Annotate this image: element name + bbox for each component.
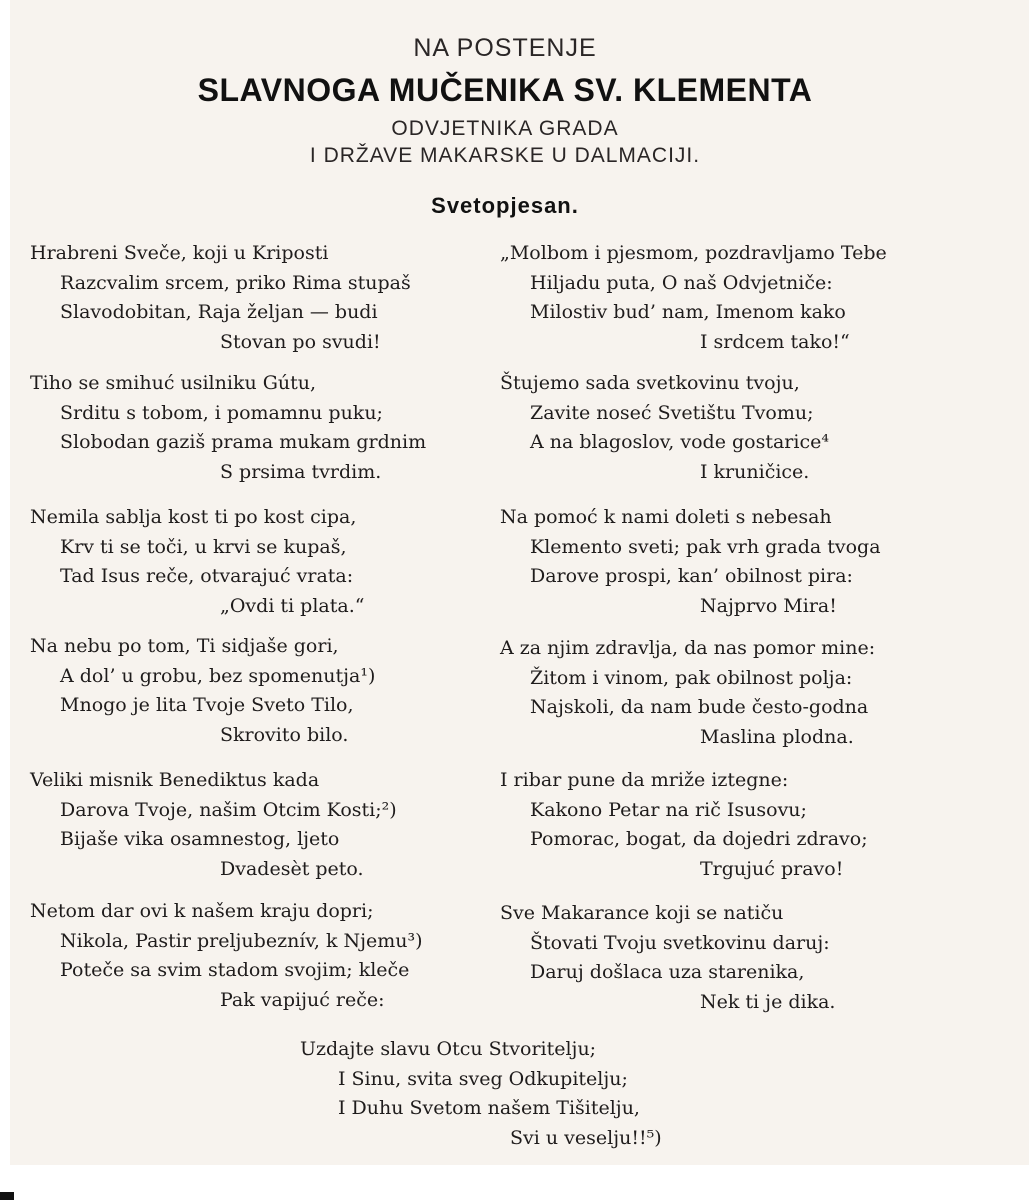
left-stanza-5: [30, 766, 490, 884]
verse-line: Poteče sa svim stadom svojim; kleče: [60, 959, 410, 981]
left-stanza-3: [30, 503, 490, 621]
verse-line: Skrovito bilo.: [220, 723, 349, 746]
verse-line: Bijaše vika osamnestog, ljeto: [60, 828, 340, 850]
verse-line: Svi u veselju!!⁵): [510, 1126, 662, 1149]
right-stanza-6: [500, 899, 960, 1017]
verse-line: Razcvalim srcem, priko Rima stupaš: [60, 271, 411, 294]
verse-line: Štovati Tvoju svetkovinu daruj:: [530, 931, 830, 954]
verse-line: Tad Isus reče, otvarajuć vrata:: [60, 565, 354, 587]
right-stanza-1: [500, 239, 960, 357]
verse-line: Slavodobitan, Raja željan — budi: [60, 301, 378, 323]
left-stanza-2: [30, 369, 490, 487]
verse-line: I ribar pune da mriže iztegne:: [500, 769, 789, 791]
verse-line: Nikola, Pastir preljubeznív, k Njemu³): [60, 929, 423, 952]
verse-line: Kakono Petar na rič Isusovu;: [530, 798, 807, 821]
poem-subtitle: Svetopjesan.: [431, 193, 579, 218]
verse-line: Na nebu po tom, Ti sidjaše gori,: [30, 635, 339, 657]
verse-line: A za njim zdravlja, da nas pomor mine:: [500, 637, 876, 659]
left-stanza-4: [30, 632, 490, 750]
verse-line: I kruničice.: [700, 460, 810, 483]
right-stanza-5: [500, 766, 960, 884]
verse-line: Hrabreni Sveče, koji u Kriposti: [30, 242, 329, 264]
verse-line: Veliki misnik Benediktus kada: [30, 769, 320, 791]
verse-line: „Molbom i pjesmom, pozdravljamo Tebe: [500, 242, 887, 264]
verse-line: Tiho se smihuć usilniku Gútu,: [30, 372, 317, 394]
verse-line: Krv ti se toči, u krvi se kupaš,: [60, 535, 347, 558]
verse-line: S prsima tvrdim.: [220, 460, 382, 483]
verse-line: Nek ti je dika.: [700, 990, 836, 1013]
verse-line: Dvadesèt peto.: [220, 857, 364, 880]
verse-line: „Ovdi ti plata.“: [220, 594, 365, 617]
verse-line: Sve Makarance koji se natiču: [500, 902, 784, 924]
verse-line: Stovan po svudi!: [220, 330, 381, 353]
verse-line: Uzdajte slavu Otcu Stvoritelju;: [300, 1038, 597, 1060]
verse-line: Darova Tvoje, našim Otcim Kosti;²): [60, 798, 397, 821]
verse-line: Najskoli, da nam bude često-godna: [530, 696, 869, 718]
verse-line: A na blagoslov, vode gostarice⁴: [530, 431, 829, 453]
verse-line: Žitom i vinom, pak obilnost polja:: [530, 666, 853, 689]
right-stanza-4: [500, 634, 960, 752]
left-stanza-6: [30, 897, 490, 1015]
verse-line: I srdcem tako!“: [700, 330, 850, 353]
verse-line: Darove prospi, kan’ obilnost pira:: [530, 565, 853, 587]
verse-line: Štujemo sada svetkovinu tvoju,: [500, 372, 800, 394]
verse-line: Pak vapijuć reče:: [220, 988, 385, 1011]
verse-line: Klemento sveti; pak vrh grada tvoga: [530, 535, 881, 558]
document-title: SLAVNOGA MUČENIKA SV. KLEMENTA: [197, 72, 813, 108]
verse-line: Mnogo je lita Tvoje Sveto Tilo,: [60, 694, 354, 716]
verse-line: Daruj došlaca uza starenika,: [530, 961, 805, 983]
verse-line: Pomorac, bogat, da dojedri zdravo;: [530, 828, 868, 850]
verse-line: Netom dar ovi k našem kraju dopri;: [30, 900, 374, 922]
verse-line: Hiljadu puta, O naš Odvjetniče:: [530, 271, 833, 294]
verse-line: I Sinu, svita sveg Odkupitelju;: [338, 1067, 628, 1090]
verse-line: Nemila sablja kost ti po kost cipa,: [30, 506, 357, 528]
verse-line: Milostiv bud’ nam, Imenom kako: [530, 301, 846, 323]
verse-line: Srditu s tobom, i pomamnu puku;: [60, 401, 383, 424]
right-stanza-2: [500, 369, 960, 487]
verse-line: A dol’ u grobu, bez spomenutja¹): [60, 664, 376, 687]
verse-line: I Duhu Svetom našem Tišitelju,: [338, 1097, 640, 1119]
header-line-3: ODVJETNIKA GRADA: [391, 117, 619, 140]
verse-line: Najprvo Mira!: [700, 594, 837, 617]
right-stanza-3: [500, 503, 960, 621]
closing-stanza: [300, 1035, 800, 1153]
verse-line: Trgujuć pravo!: [700, 857, 844, 880]
left-stanza-1: [30, 239, 490, 357]
corner-mark: [0, 1192, 14, 1200]
verse-line: Na pomoć k nami doleti s nebesah: [500, 506, 832, 528]
document-page: [10, 0, 1029, 1165]
verse-line: Maslina plodna.: [700, 725, 854, 748]
header-line-1: NA POSTENJE: [413, 34, 597, 62]
verse-line: Zavite noseć Svetištu Tvomu;: [530, 401, 814, 424]
verse-line: Slobodan gaziš prama mukam grdnim: [60, 431, 427, 453]
header-line-4: I DRŽAVE MAKARSKE U DALMACIJI.: [309, 144, 701, 167]
